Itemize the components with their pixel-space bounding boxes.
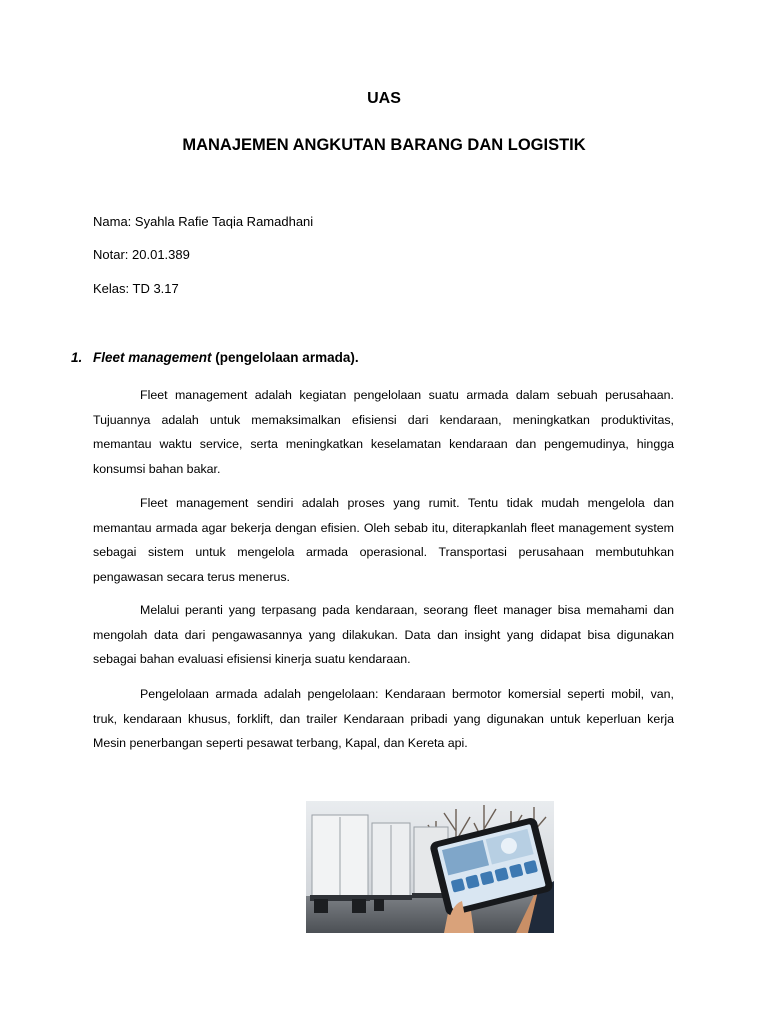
student-class: Kelas: TD 3.17 bbox=[93, 281, 179, 296]
paragraph-1: Fleet management adalah kegiatan pengelolaan suatu armada dalam sebuah perusahaan. Tujuannya adalah untuk memaksimalkan efisiensi dari kendaraan, meningkatkan produktivitas, memantau waktu service, serta meningkatkan keselamatan kendaraan dan pengemudinya, hingga konsumsi bahan bakar. bbox=[93, 388, 674, 476]
section-term: Fleet management bbox=[93, 350, 212, 365]
student-name: Nama: Syahla Rafie Taqia Ramadhani bbox=[93, 214, 314, 229]
paragraph-2: Fleet management sendiri adalah proses yang rumit. Tentu tidak mudah mengelola dan memantau armada agar bekerja dengan efisien. Oleh sebab itu, diterapkanlah fleet management system sebagai sistem untuk mengelola armada operasional. Transportasi perusahaan membutuhkan pengawasan secara terus menerus. bbox=[93, 496, 674, 584]
truck-rear-middle bbox=[370, 823, 412, 911]
section-term-suffix: (pengelolaan armada). bbox=[211, 350, 359, 365]
paragraph-4: Pengelolaan armada adalah pengelolaan: Kendaraan bermotor komersial seperti mobil, van, truk, kendaraan khusus, forklift, dan trailer Kendaraan pribadi yang digunakan untuk keperluan kerja Mesin penerbangan seperti pesawat terbang, Kapal, dan Kereta api. bbox=[93, 687, 674, 750]
document-subtitle: MANAJEMEN ANGKUTAN BARANG DAN LOGISTIK bbox=[182, 136, 586, 154]
fleet-tablet-photo bbox=[306, 801, 554, 933]
document-title: UAS bbox=[367, 90, 401, 107]
section-heading bbox=[71, 350, 359, 365]
student-notar: Notar: 20.01.389 bbox=[93, 247, 190, 262]
section-number: 1. bbox=[71, 350, 83, 365]
truck-rear-left bbox=[310, 815, 370, 913]
fleet-tablet-illustration bbox=[306, 801, 554, 933]
paragraph-3: Melalui peranti yang terpasang pada kendaraan, seorang fleet manager bisa memahami dan mengolah data dari pengawasannya yang dilakukan. Data dan insight yang didapat bisa digunakan sebagai bahan evaluasi efisiensi kinerja suatu kendaraan. bbox=[93, 603, 674, 666]
